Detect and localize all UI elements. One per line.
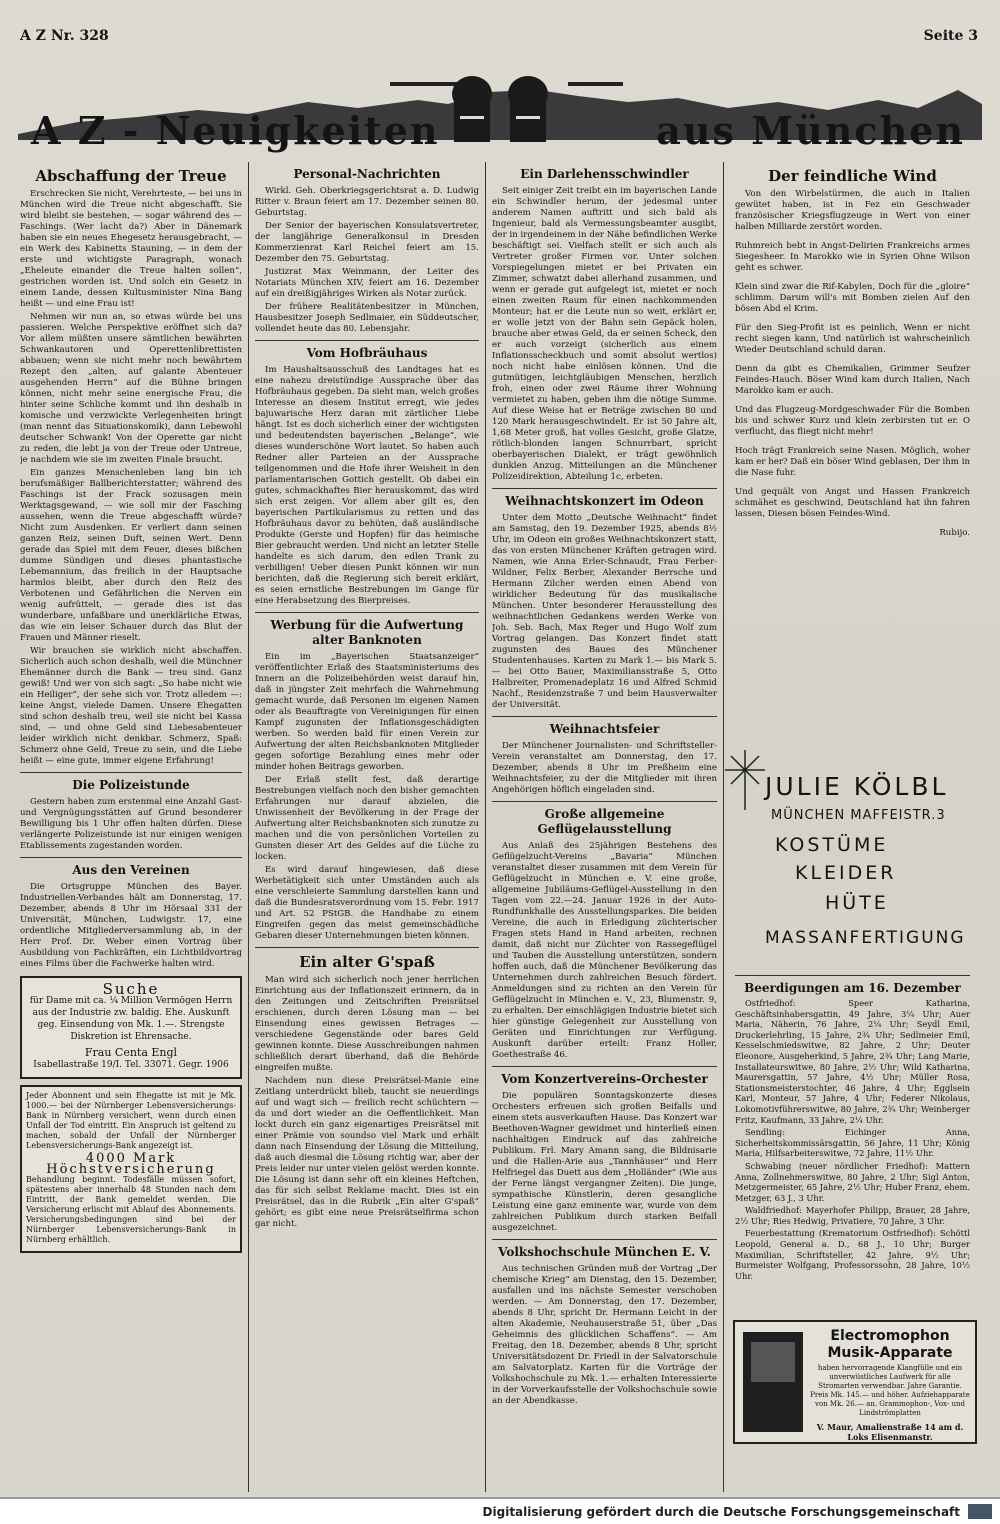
divider: [492, 716, 717, 717]
divider: [255, 340, 479, 341]
star-ornament-icon: [725, 750, 765, 810]
headline: Aus den Vereinen: [72, 863, 190, 877]
dfg-logo-icon: [968, 1504, 992, 1519]
poem-stanza: Für den Sieg-Profit ist es peinlich, Wenn er nicht recht siegen kann, Und natürlich ist wahrscheinlich Wieder Deutschland schuld daran.: [735, 323, 970, 355]
funerals-list: [735, 970, 970, 1310]
headline: Volkshochschule München E. V.: [498, 1245, 711, 1259]
title-left: A Z - Neuigkeiten: [31, 108, 440, 153]
shop-name: JULIE KÖLBL: [765, 772, 949, 801]
ad-name: Frau Centa Engl: [84, 1046, 178, 1059]
divider: [20, 772, 242, 773]
article-text: Der frühere Realitätenbesitzer in München, Hausbesitzer Joseph Sedlmaier, ein Süddeutscher, vollendet heute das 80. Lebensjahr.: [255, 302, 479, 334]
article-text: Die populären Sonntagskonzerte dieses Orchesters erfreuen sich großen Beifalls und einem stets ausverkauften Hause. Das Konzert war Beethoven-Wagner gewidmet und hinterließ einen nachhaltigen Eindruck auf das zahlreiche Publikum. Frl. Mary Amann sang, die Bildnisarie und die Hallen-Arie aus „Tannhäuser“ und Herr Helfriegel das Duett aus dem „Holländer“ (Wie aus der Ferne längst vergangner Zeiten). Die junge, sympathische Künstlerin, deren gesangliche Leistung eine ganz eminente war, wurde von dem zahlreichen Publikum durch starken Beifall ausgezeichnet.: [492, 1091, 717, 1233]
ad-text: für Dame mit ca. ¼ Million Vermögen Herrn aus der Industrie zw. baldig. Ehe. Auskunft geg. Einsendung von Mk. 1.—. Strengste Diskretion ist Ehrensache.: [29, 996, 233, 1042]
shop-item: KOSTÜME: [775, 834, 889, 856]
headline: Große allgemeine Geflügelausstellung: [537, 807, 672, 836]
dfg-footer: [0, 1497, 1000, 1524]
poem-stanza: Und gequält von Angst und Hassen Frankreich schmähet es geschwind, Deutschland hat ihn fahren lassen, Diesen bösen Feindes-Wind.: [735, 487, 970, 519]
poem-stanza: Hoch trägt Frankreich seine Nasen. Möglich, woher kam er her? Daß ein böser Wind geblasen, Der ihm in die Nase fuhr.: [735, 446, 970, 478]
column-3: [492, 162, 717, 1492]
page-number: Seite 3: [923, 28, 978, 44]
article-text: Justizrat Max Weinmann, der Leiter des Notariats München XIV, feiert am 16. Dezember auf ein dreißigjähriges Wirken als Notar zurück.: [255, 267, 479, 299]
shop-item: KLEIDER: [795, 862, 897, 884]
shop-item: HÜTE: [825, 892, 889, 914]
poem-stanza: Klein sind zwar die Rif-Kabylen, Doch für die „gloire“ schlimm. Darum will's mit Bomben zielen Auf den bösen Abd el Krim.: [735, 282, 970, 314]
article-text: Man wird sich sicherlich noch jener herrlichen Einrichtung aus der Inflationszeit erinnern, da in den Zeitungen und Zeitschriften Preisrätsel erschienen, durch deren Lösung man — bei Einsendung eines gewissen Betrages — verschiedene Gegenstände oder bares Geld gewinnen konnte. Diese Ausschreibungen nahmen schließlich derart überhand, daß die Behörde eingreifen mußte.: [255, 975, 479, 1073]
column-rule: [248, 162, 249, 1492]
section-title: [25, 108, 975, 153]
electromophon-ad: [733, 1320, 977, 1444]
article-text: Gestern haben zum erstenmal eine Anzahl Gast- und Vergnügungsstätten auf Grund besonderer Bewilligung bis 1 Uhr offen halten dürfen. Diese verlängerte Polizeistunde ist nur einigen wenigen Etablissements zugestanden worden.: [20, 797, 242, 851]
funeral-entry: Schwabing (neuer nördlicher Friedhof): Mattern Anna, Zollnehmerswitwe, 80 Jahre, 2 Uhr; Sigl Anton, Metzgermeister, 65 Jahre, 2½ Uhr; Huber Franz, ehem. Metzger, 63 J., 3 Uhr.: [735, 1160, 970, 1203]
headline: Ein Darlehensschwindler: [520, 167, 689, 181]
article-text: Der Münchener Journalisten- und Schriftsteller-Verein veranstaltet am Donnerstag, den 17. Dezember, abends 8 Uhr im Preßheim eine Weihnachtsfeier, zu der die Mitglieder mit ihren Angehörigen höflich eingeladen sind.: [492, 741, 717, 795]
headline: Vom Hofbräuhaus: [306, 346, 428, 360]
headline: Die Polizeistunde: [72, 778, 190, 792]
article-text: Es wird darauf hingewiesen, daß diese Werbetätigkeit sich unter Umständen auch als eine verschleierte Sammlung darstellen kann und daß die Bundesratsverordnung vom 15. Febr. 1917 und Art. 52 PStGB. die Handhabe zu einem Eingreifen gegen das meist gemeinschädliche Gebaren dieser Unternehmungen bieten können.: [255, 865, 479, 941]
issue-number: A Z Nr. 328: [20, 28, 109, 44]
funeral-entry: Feuerbestattung (Krematorium Ostfriedhof): Schöttl Leopold, General a. D., 68 J., 10 Uhr; Burger Maximilian, Schriftsteller, 42 Jahre, 9½ Uhr; Burmeister Wolfgang, Professorssohn, 28 Jahre, 10½ Uhr.: [735, 1228, 970, 1281]
ad-amount: 4000 Mark: [85, 1151, 177, 1166]
headline: Vom Konzertvereins-Orchester: [501, 1072, 708, 1086]
ad-heading: Suche: [102, 980, 160, 998]
headline: Weihnachtskonzert im Odeon: [505, 494, 704, 508]
article-text: Die Ortsgruppe München des Bayer. Industriellen-Verbandes hält am Donnerstag, 17. Dezember, abends 8 Uhr im Hörsaal 331 der Universität, München, Ludwigstr. 17, eine ordentliche Mitgliederversammlung ab, in der Herr Prof. Dr. Weber einen Vortrag über Ausbildung von Fachkräften, ein Lichtbildvortrag eines Films über die Fachwerke halten wird.: [20, 882, 242, 969]
article-text: Der Erlaß stellt fest, daß derartige Bestrebungen vielfach noch den bisher gemachten Erfahrungen nur darauf abzielen, die Unwissenheit der Bevölkerung in der Frage der Aufwertung alter Reichsbanknoten sich zunutze zu machen und die von persönlichen Vorteilen zu Gunsten dieser Art des Geldes auf die Lüche zu locken.: [255, 775, 479, 862]
ad-text: haben hervorragende Klangfülle und ein unverwüstliches Laufwerk für alle Stromarten verwendbar. Jahre Garantie. Preis Mk. 145.— und höher. Aufziehapparate von Mk. 26.— an. Grammophon-, Vox- und Lindströmplatten: [810, 1364, 970, 1417]
article-text: Seit einiger Zeit treibt ein im bayerischen Lande ein Schwindler herum, der jedesmal unter anderem Namen auftritt und sich bald als Ingenieur, bald als Vermessungsbeamter ausgibt, der in irgendeinem in der Nähe befindlichen Werke beschäftigt sei. Vielfach stellt er sich auch als Vertreter großer Firmen vor. Unter solchen Vorspiegelungen mietet er bei Privaten ein Zimmer, schwatzt dabei allerhand zusammen, und wenn er gerade gut aufgelegt ist, mietet er noch einen zweiten Raum für einen nachkommenden Monteur; hat er die Leute nun so weit, erklärt er, er wolle jetzt von der Bahn sein Gepäck holen, brauche aber etwas Geld, da er seinen Scheck, den er auch vorzeigt (sicherlich aus einem Inflationsscheckbuch und somit absolut wertlos) noch nicht habe einlösen können. Und die gutmütigen, leichtgläubigen Menschen, herzlich froh, einen oder zwei Räume ihrer Wohnung vermietet zu haben, geben ihm die nötige Summe. Auf diese Weise hat er Beträge zwischen 80 und 120 Mark herausgeschwindelt. Er ist 50 Jahre alt, 1,68 Meter groß, hat volles Gesicht, große Glatze, rötlich-blonden langen Schnurrbart, spricht oberbayerischen Dialekt, er trägt gewöhnlich dunklen Anzug. Mitteilungen an die Münchener Polizeidirektion, Abteilung 1c, erbeten.: [492, 186, 717, 482]
kolbl-ad: [725, 750, 966, 965]
article-text: Wirkl. Geh. Oberkriegsgerichtsrat a. D. Ludwig Ritter v. Braun feiert am 17. Dezember seinen 80. Geburtstag.: [255, 186, 479, 218]
column-4-poem: [735, 162, 970, 742]
article-text: Erschrecken Sie nicht, Verehrteste, — bei uns in München wird die Treue nicht abgeschafft. Sie wird bleibt sie bestehen, — sogar während des — Faschings. (Wer lacht da?) Aber in Dänemark haben sie ein neues Ehegesetz herausgebracht, — ein Werk des Kabinetts Stauning, — in dem der erste und wichtigste Paragraph, wonach „Eheleute einander die Treue halten sollen“, gestrichen worden ist. Und solch ein Gesetz in einem Lande, dessen Kultusminister Nina Bang heißt — und eine Frau ist!: [20, 189, 242, 309]
headline: Der feindliche Wind: [768, 167, 937, 185]
article-text: Ein im „Bayerischen Staatsanzeiger“ veröffentlichter Erlaß des Staatsministeriums des Innern an die Polizeibehörden weist darauf hin, daß in jüngster Zeit mehrfach die Wahrnehmung gemacht wurde, daß Personen im eigenen Namen oder als Beauftragte von Vereinigungen für einen Kampf zugunsten der Inflationsgeschädigten werben. So werden bald für einen Verein zur Aufwertung der alten Reichsbanknoten Mitglieder gegen sofortige Bezahlung eines mehr oder minder hohen Beitrags geworben.: [255, 652, 479, 772]
divider: [255, 947, 479, 948]
ad-text: Behandlung beginnt. Todesfälle müssen sofort, spätestens aber innerhalb 48 Stunden nach dem Eintritt, der Bank gemeldet werden. Die Versicherung erlischt mit Ablauf des Abonnements. Versicherungsbedingungen sind bei der Nürnberger Lebensversicherungs-Bank in Nürnberg erhältlich.: [26, 1175, 236, 1244]
insurance-ad: [20, 1085, 242, 1253]
poem-stanza: Und das Flugzeug-Mordgeschwader Für die Bomben bis und schwer Kurz und klein zerbirsten tut er. O verflucht, das fliegt nicht mehr!: [735, 405, 970, 437]
article-text: Unter dem Motto „Deutsche Weihnacht“ findet am Samstag, den 19. Dezember 1925, abends 8½ Uhr, im Odeon ein großes Weihnachtskonzert statt, das von ersten Münchener Kräften getragen wird. Namen, wie Anna Erler-Schnaudt, Frau Ferber-Wildner, Felix Berber, Alexander Berrsche und Hermann Zilcher werden einen Abend von wirklicher Bedeutung für das musikalische München. Unter besonderer Herausstellung des weihnachtlichen Gedankens werden Werke von Joh. Seb. Bach, Max Reger und Hugo Wolf zum Vortrag gelangen. Das Konzert findet statt zugunsten des Baues des Münchener Studentenhauses. Karten zu Mark 1.— bis Mark 5.— bei Otto Bauer, Maximiliansstraße 5, Otto Halbreiter, Promenadeplatz 16 und Alfred Schmid Nachf., Residenzstraße 7 und beim Hausverwalter der Universität.: [492, 513, 717, 710]
divider: [492, 1239, 717, 1240]
headline: Personal-Nachrichten: [293, 167, 441, 181]
article-text: Im Haushaltsausschuß des Landtages hat es eine nahezu dreistündige Aussprache über das Hofbräuhaus gegeben. Da sieht man, welch großes Interesse an diesem Institut erregt, wie jedes bajuwarische Herz daran mit zärtlicher Liebe hängt. Ist es doch sicherlich einer der wichtigsten und bedeutendsten bayerischen „Belange“, wie dieses wunderschöne Wort lautet. So haben auch Redner aller Parteien an der Aussprache teilgenommen und die Hofe ihrer Weisheit in den parlamentarischen Gottich gestellt. Ob dabei ein gutes, schmackhaftes Bier herauskommt, das wird sich erst zeigen. Vor allem aber gilt es, den bayerischen Partikularismus zu retten und das Hofbräuhaus davor zu behüten, daß ausländische Produkte (Gerste und Hopfen) für das heimische Bier gebraucht werden. Und nicht an letzter Stelle handelte es sich darum, den edlen Trank zu verbilligen! Ueber diesen Punkt können wir nun berichten, daß die Regierung sich bereit erklärt, es seien ernstliche Bestrebungen im Gange für eine Herabsetzung des Bierpreises.: [255, 365, 479, 606]
divider: [492, 801, 717, 802]
headline: Weihnachtsfeier: [549, 722, 660, 736]
poem-stanza: Denn da gibt es Chemikalien, Grimmer Seufzer Feindes-Hauch. Böser Wind kam durch Italien, Nach Marokko kam er auch.: [735, 364, 970, 396]
speaker-grill: [751, 1342, 795, 1382]
divider: [735, 975, 970, 976]
footer-text: Digitalisierung gefördert durch die Deutsche Forschungsgemeinschaft: [482, 1505, 960, 1519]
headline: Werbung für die Aufwertung alter Banknoten: [270, 618, 464, 647]
title-right: aus München: [656, 108, 965, 153]
ad-address: V. Maur, Amalienstraße 14 am d. Loks Elisenmanstr.: [816, 1422, 964, 1442]
funeral-entry: Ostfriedhof: Speer Katharina, Geschäftsinhabersgattin, 49 Jahre, 3¼ Uhr; Auer Maria, Näherin, 76 Jahre, 2¼ Uhr; Seydl Emil, Druckerlehrling, 15 Jahre, 2¾ Uhr; Sedlmeier Emil, Kesselschmiedswitwe, 82 Jahre, 2 Uhr; Deuter Eleonore, Ausgeherkind, 5 Jahre, 2¾ Uhr; Lang Marie, Installateurswitwe, 80 Jahre, 2½ Uhr; Wild Katharina, Maurersgattin, 57 Jahre, 4½ Uhr; Müller Rosa, Stationsmeisterstochter, 46 Jahre, 4 Uhr; Egglsein Karl, Monteur, 57 Jahre, 4 Uhr; Federer Nikolaus, Lokomotivführerswitwe, 80 Jahre, 2¾ Uhr; Weinberger Fritz, Kaufmann, 33 Jahre, 2¼ Uhr.: [735, 998, 970, 1125]
headline: Ein alter G'spaß: [299, 953, 435, 971]
divider: [255, 612, 479, 613]
article-text: Nehmen wir nun an, so etwas würde bei uns passieren. Welche Perspektive eröffnet sich da? Vor allem müßten unsere sämtlichen bewährten Schwankautoren und Operettenlibrettisten abbauen; wenn sie nicht mehr noch bewährtem Rezept den „alten, auf galante Abenteuer ausgehenden Herrn“ auf die Bühne bringen können, nicht mehr seine energische Frau, die hinter seine Schliche kommt und ihn deshalb in komische und verzwickte Verlegenheiten bringt (man nennt das Situationskomik), dann Lebewohl deutscher Schwank! Von der Operette gar nicht zu reden, die lebt ja von der Treue oder Untreue, je nachdem wie sie im zweiten Finale braucht.: [20, 312, 242, 465]
column-rule: [723, 162, 724, 1492]
column-rule: [485, 162, 486, 1492]
shop-address: MÜNCHEN MAFFEISTR.3: [771, 808, 946, 823]
ad-brand: Electromophon Musik-Apparate: [827, 1328, 953, 1361]
poem-signature: Rubijo.: [939, 528, 970, 538]
article-text: Wir brauchen sie wirklich nicht abschaffen. Sicherlich auch schon deshalb, weil die Münchner Ehemänner durch die Bank — treu sind. Ganz gewiß! Und wer von sich sagt: „So habe nicht wie ein Heiliger“, der sehe sich vor. Trotz alledem —: keine Angst, vielede Damen. Unsere Ehegatten sind schon deshalb treu, weil sie nicht bei Kassa sind, — und ohne Geld sind Liebesabenteuer leider wirklich nicht denkbar. Schmerz, Spaß: Schmerz ohne Geld, Treue zu sein, und die Liebe heißt — eine gute, immer eigene Erfahrung!: [20, 646, 242, 766]
article-text: Aus Anlaß des 25jährigen Bestehens des Geflügelzucht-Vereins „Bavaria“ München veranstaltet dieser zusammen mit dem Verein für Geflügelzucht in München e. V. eine große, allgemeine Jubiläums-Geflügel-Ausstellung in den Tagen vom 22.—24. Januar 1926 in der Auto-Rundfunkhalle des Ausstellungsparkes. Die beiden Vereine, die auch in Erledigung züchterischer Fragen stets Hand in Hand arbeiten, rechnen damit, daß nicht nur Züchter von Rassegeflügel und Tauben die Ausstellung unterstützen, sondern hoffen auch, daß die Münchener Bevölkerung das Unternehmen durch zahlreichen Besuch fördert. Anmeldungen sind zu richten an den Verein für Geflügelzucht in München e. V., 23, Blumenstr. 9, zu erhalten. Der einschlägigen Industrie bietet sich hier günstige Gelegenheit zur Ausstellung von Geräten und Einrichtungen zur Verfügung. Auskunft darüber erteilt: Franz Holler, Goethestraße 46.: [492, 841, 717, 1060]
column-2: [255, 162, 479, 1492]
poem-stanza: Ruhmreich bebt in Angst-Delirien Frankreichs armes Siegesheer. In Marokko wie in Syrien Ohne Wilson geht es schwer.: [735, 241, 970, 273]
ad-text: Jeder Abonnent und sein Ehegatte ist mit je Mk. 1000.— bei der Nürnberger Lebensversicherungs-Bank in Nürnberg versichert, wenn durch einen Unfall der Tod eintritt. Ein Anspruch ist geltend zu machen, sobald der Unfall der Nürnberger Lebensversicherungs-Bank angezeigt ist.: [26, 1091, 236, 1150]
headline: Abschaffung der Treue: [35, 167, 227, 185]
ad-address: Isabellastraße 19/I. Tel. 33071. Gegr. 1906: [33, 1060, 229, 1070]
article-text: Aus technischen Gründen muß der Vortrag „Der chemische Krieg“ am Dienstag, den 15. Dezember, ausfallen und ins nächste Semester verschoben werden. — Am Donnerstag, den 17. Dezember, abends 8 Uhr, spricht Dr. Hermann Leicht in der alten Akademie, Neuhauserstraße 51, über „Das Geheimnis des glücklichen Schaffens“. — Am Freitag, den 18. Dezember, abends 8 Uhr, spricht Universitätsdozent Dr. Friedl in der Salvatorschule am Salvatorplatz. Karten für die Vorträge der Volkshochschule zu Mk. 1.— erhalten Interessierte in der Vorverkaufsstelle der Volkshochschule sowie an der Abendkasse.: [492, 1264, 717, 1406]
shop-tagline: MASSANFERTIGUNG: [765, 928, 966, 948]
column-1: [20, 162, 242, 1492]
divider: [492, 1066, 717, 1067]
marriage-ad: [20, 976, 242, 1079]
funeral-entry: Sendling: Eichinger Anna, Sicherheitskommissärsgattin, 56 Jahre, 11 Uhr; König Maria, Hilfsarbeiterswitwe, 72 Jahre, 11½ Uhr.: [735, 1127, 970, 1159]
article-text: Der Senior der bayerischen Konsulatsvertreter, der langjährige Generalkonsul in Dresden Kommerzienrat Karl Reichel feiert am 15. Dezember den 75. Geburtstag.: [255, 221, 479, 264]
headline: Beerdigungen am 16. Dezember: [744, 981, 961, 995]
funeral-entry: Waldfriedhof: Mayerhofer Philipp, Brauer, 28 Jahre, 2½ Uhr; Ries Hedwig, Privatiere, 70 Jahre, 3 Uhr.: [735, 1205, 970, 1226]
article-text: Nachdem nun diese Preisrätsel-Manie eine Zeitlang unterdrückt blieb, taucht sie neuerdings auf und wagt sich — freilich recht schüchtern — da und dort wieder an die Oeffentlichkeit. Man lockt durch ein ganz eigenartiges Preisrätsel mit einer Prämie von soundso viel Mark und erhält dann nach Einsendung der Lösung die Mitteilung, daß auch diesmal die Lösung richtig war, aber der Preis leider nur unter vielen gelöst werden konnte. Die Lösung ist dann sehr oft ein kleines Heftchen, das für sich selbst Reklame macht. Dies ist ein Preisrätsel, das in die Rubrik „Ein alter G'spaß“ gehört; es gibt eine neue Preisrätselfirma schon gar nicht.: [255, 1076, 479, 1229]
divider: [492, 488, 717, 489]
ad-title: Höchstversicherung: [46, 1162, 216, 1177]
divider: [20, 857, 242, 858]
article-text: Ein ganzes Menschenleben lang bin ich berufsmäßiger Ballberichterstatter; während des Faschings ist der Frack sozusagen mein Werktagsgewand, — wie soll mir der Fasching aussehen, wenn die Treue abgeschafft würde? Nicht zum Ausdenken. Er verliert dann seinen ganzen Reiz, seinen Duft, seinen Wert. Denn gerade das Spiel mit dem Feuer, dieses bißchen dumme Sündigen und dieses phantastische Lebemannium, das freilich in der Hauptsache harmlos bleibt, aber durch den Reiz des Verbotenen und Gefährlichen die Nerven ein wenig aufrüttelt, — gerade dies ist das wunderbare, unfaßbare und unerklärliche Etwas, das wie ein leiser Schauer durch das Blut der Frauen und Männer rieselt.: [20, 468, 242, 643]
poem-intro: Von den Wirbelstürmen, die auch in Italien gewütet haben, ist in Fez ein Geschwader französischer Kriegsflugzeuge in Wert von einer halben Milliarde zerstört worden.: [735, 189, 970, 232]
